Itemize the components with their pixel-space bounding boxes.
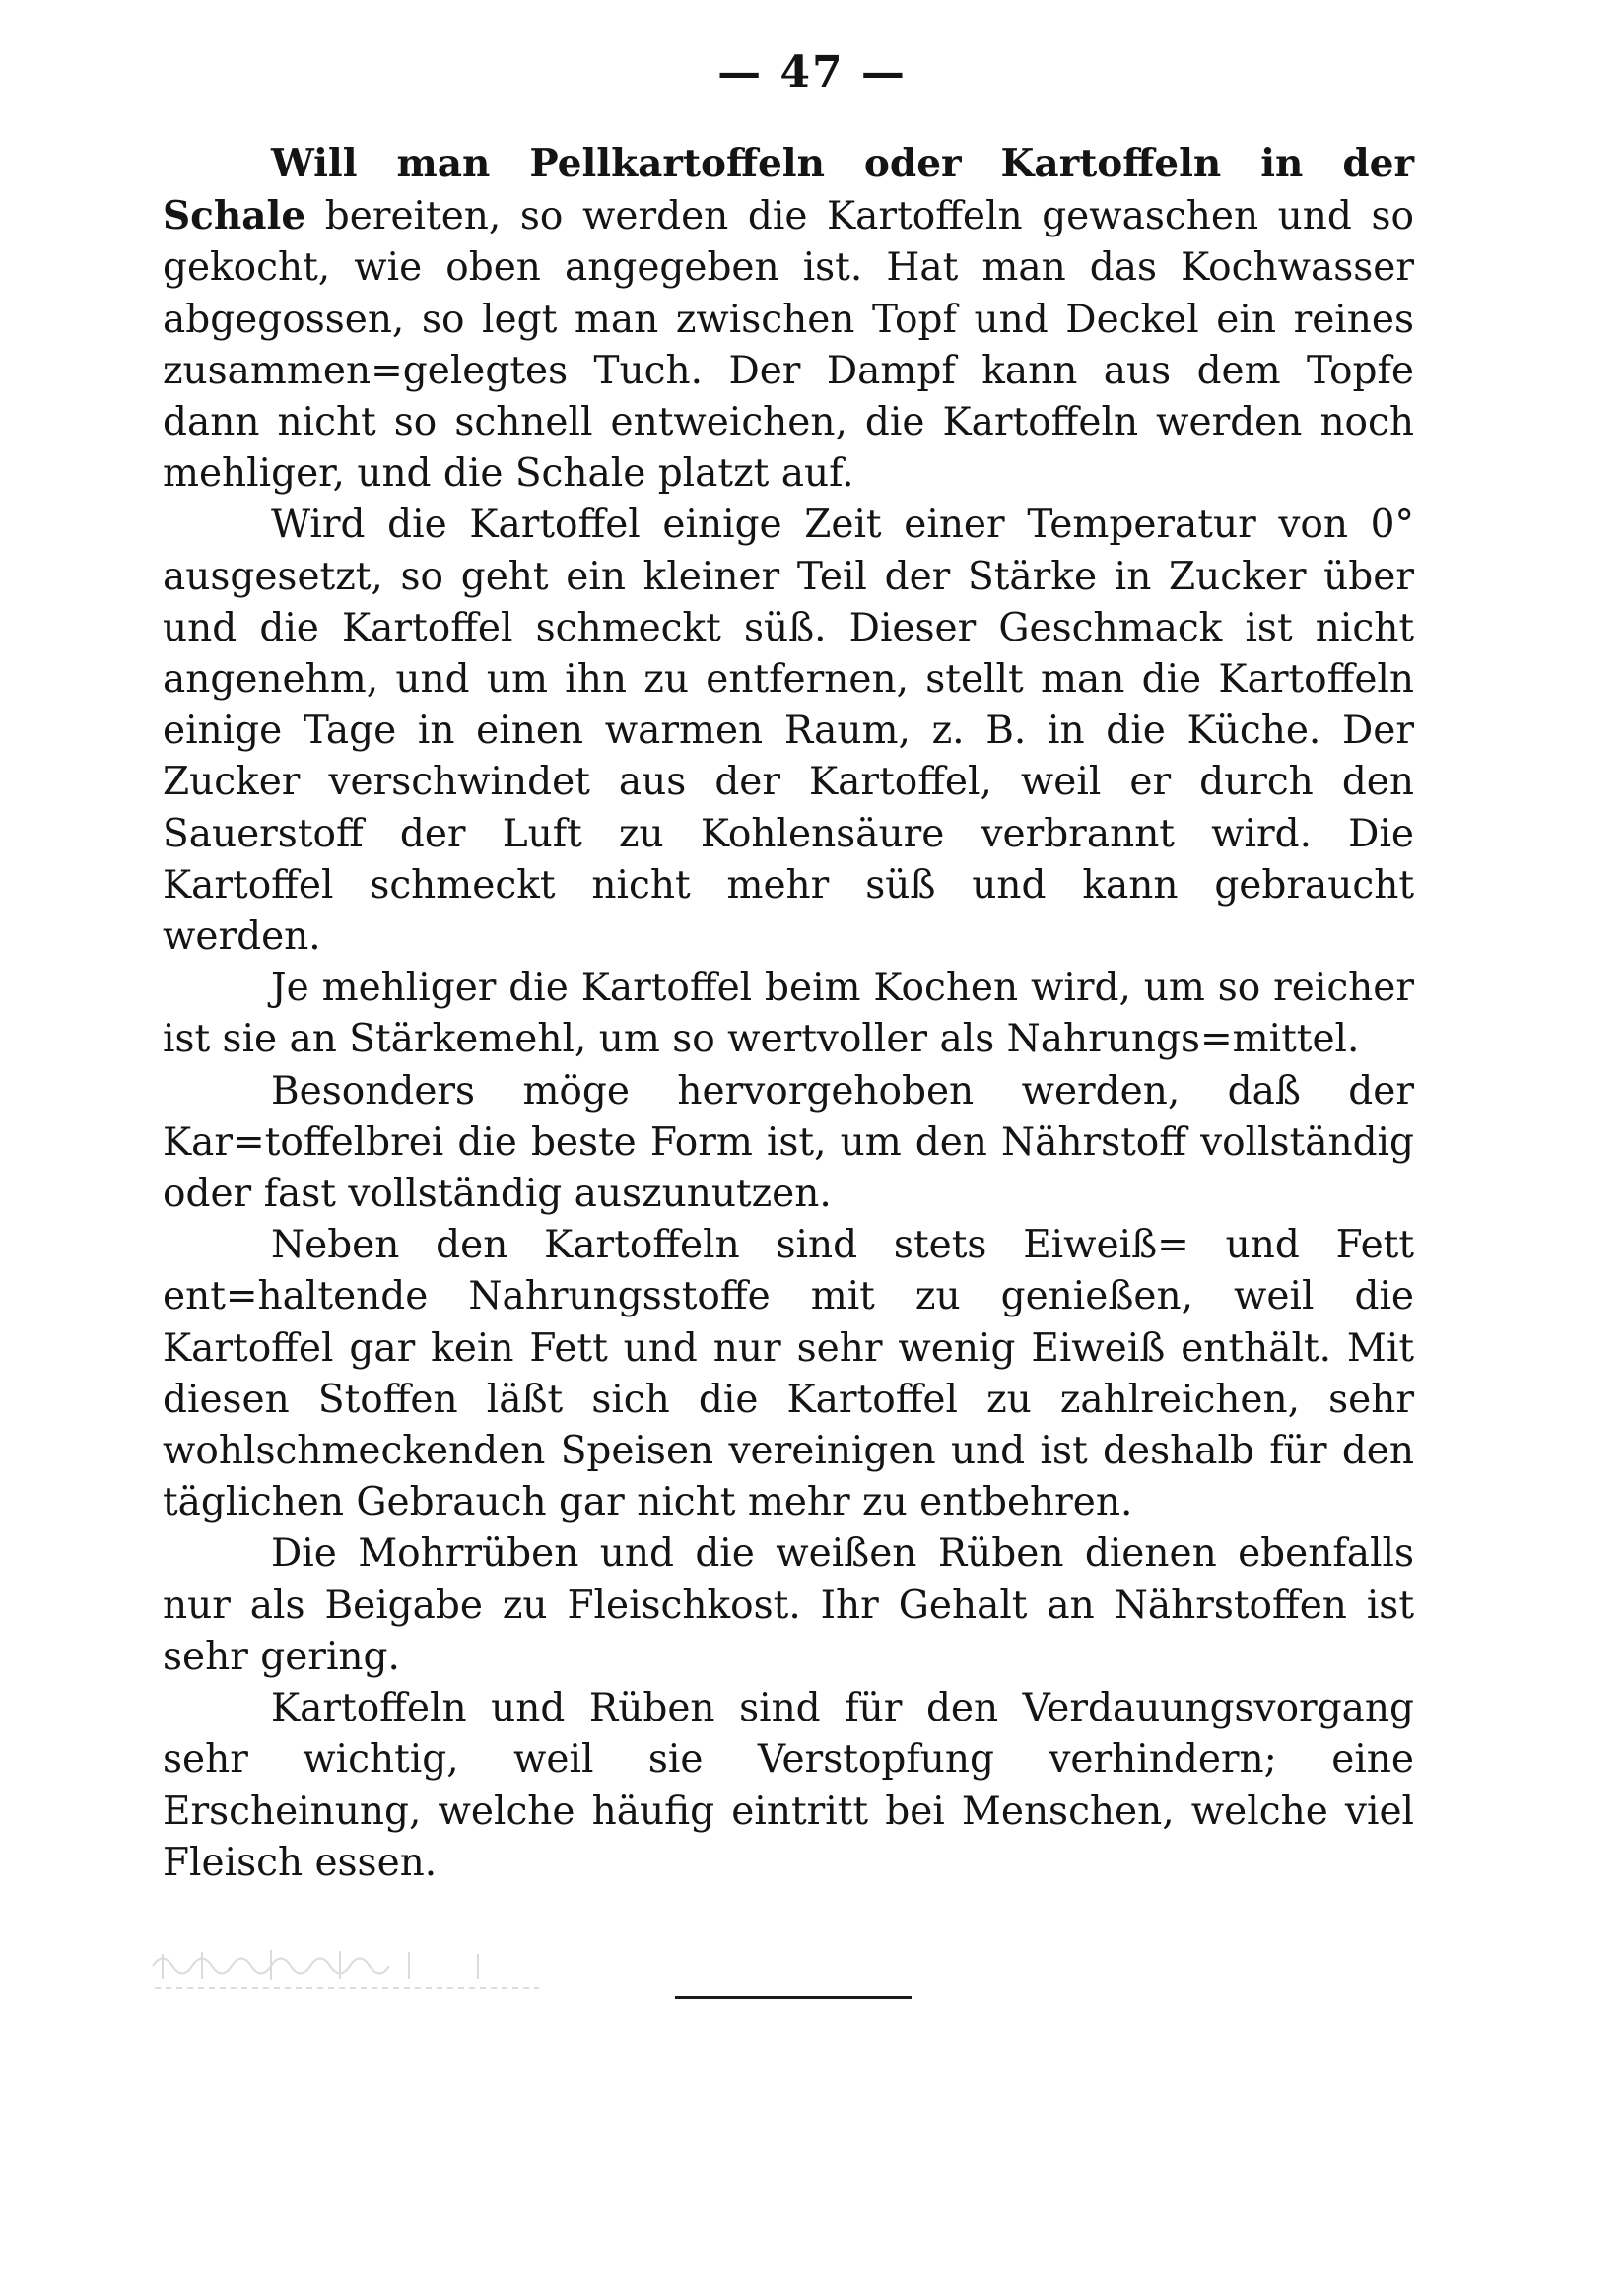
- paragraph-1: [163, 138, 1414, 500]
- paragraph-2: [163, 500, 1414, 963]
- paragraph-lead-bold: Will man Pellkartoffeln oder Kartoffeln in der Schale: [163, 141, 1414, 239]
- paragraph-text: Wird die Kartoffel einige Zeit einer Temperatur von 0° ausgesetzt, so geht ein kleiner Teil der Stärke in Zucker über und die Kartoffel schmeckt süß. Dieser Geschmack ist nicht angenehm, und um ihn zu entfernen, stellt man die Kartoffeln einige Tage in einen warmen Raum, z. B. in die Küche. Der Zucker verschwindet aus der Kartoffel, weil er durch den Sauerstoff der Luft zu Kohlensäure verbrannt wird. Die Kartoffel schmeckt nicht mehr süß und kann gebraucht werden.: [163, 503, 1414, 960]
- paragraph-5: [163, 1220, 1414, 1528]
- paragraph-3: [163, 963, 1414, 1065]
- paragraph-6: [163, 1528, 1414, 1683]
- page-number: — 47 —: [717, 47, 907, 98]
- paragraph-text: Die Mohrrüben und die weißen Rüben dienen ebenfalls nur als Beigabe zu Fleischkost. Ihr Gehalt an Nährstoffen ist sehr gering.: [163, 1531, 1414, 1679]
- paragraph-text: Neben den Kartoffeln sind stets Eiweiß= und Fett ent=haltende Nahrungsstoffe mit zu genießen, weil die Kartoffel gar kein Fett und nur sehr wenig Eiweiß enthält. Mit diesen Stoffen läßt sich die Kartoffel zu zahlreichen, sehr wohlschmeckenden Speisen vereinigen und ist deshalb für den täglichen Gebrauch gar nicht mehr zu entbehren.: [163, 1223, 1414, 1525]
- paragraph-text: bereiten, so werden die Kartoffeln gewaschen und so gekocht, wie oben angegeben ist. Hat man das Kochwasser abgegossen, so legt man zwischen Topf und Deckel ein reines zusammen=gelegtes Tuch. Der Dampf kann aus dem Topfe dann nicht so schnell entweichen, die Kartoffeln werden noch mehliger, und die Schale platzt auf.: [163, 194, 1414, 497]
- paragraph-7: [163, 1683, 1414, 1889]
- paragraph-text: Kartoffeln und Rüben sind für den Verdauungsvorgang sehr wichtig, weil sie Verstopfung verhindern; eine Erscheinung, welche häufig eintritt bei Menschen, welche viel Fleisch essen.: [163, 1686, 1414, 1885]
- paragraph-text: Je mehliger die Kartoffel beim Kochen wird, um so reicher ist sie an Stärkemehl, um so wertvoller als Nahrungs=mittel.: [163, 966, 1414, 1062]
- paragraph-4: [163, 1066, 1414, 1221]
- paragraph-text: Besonders möge hervorgehoben werden, daß der Kar=toffelbrei die beste Form ist, um den Nährstoff vollständig oder fast vollständig auszunutzen.: [163, 1068, 1414, 1217]
- body-text: [163, 138, 1414, 1889]
- faded-library-stamp: [143, 1936, 557, 2015]
- closing-rule: [675, 1996, 912, 1999]
